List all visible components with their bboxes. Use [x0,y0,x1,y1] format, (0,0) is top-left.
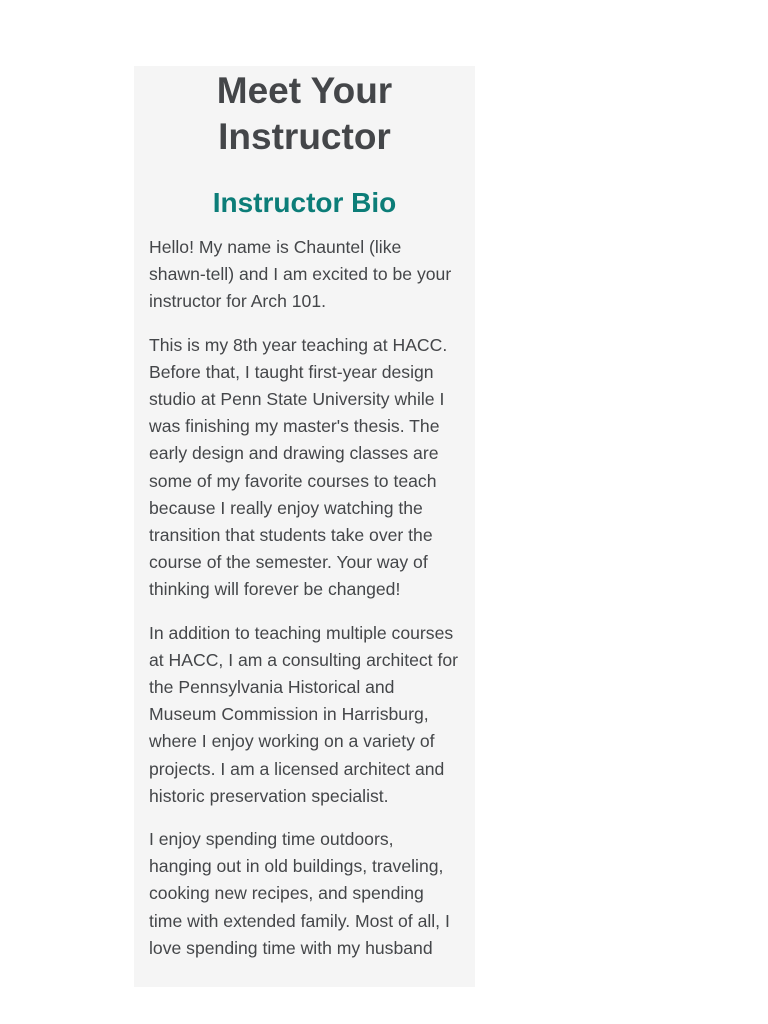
page-title: Meet Your Instructor [216,70,393,157]
bio-paragraph-teaching: This is my 8th year teaching at HACC. Before that, I taught first-year design studio at Penn State University while I was finishing my master's thesis. The early design and drawing classes are some of my favorite courses to teach because I really enjoy watching the transition that students take over the course of the semester. Your way of thinking will forever be changed! [149,334,448,600]
bio-paragraph-personal: I enjoy spending time outdoors, hanging out in old buildings, traveling, cooking new recipes, and spending time with extended family. Most of all, I love spending time with my husband [149,829,450,958]
bio-paragraph-intro: Hello! My name is Chauntel (like shawn-tell) and I am excited to be your instructor for Arch 101. [149,237,452,312]
instructor-card [134,66,475,987]
bio-paragraph-consulting: In addition to teaching multiple courses at HACC, I am a consulting architect for the Pennsylvania Historical and Museum Commission in Harrisburg, where I enjoy working on a variety of projects. I am a licensed architect and historic preservation specialist. [149,622,458,806]
section-title-instructor-bio: Instructor Bio [212,187,397,218]
